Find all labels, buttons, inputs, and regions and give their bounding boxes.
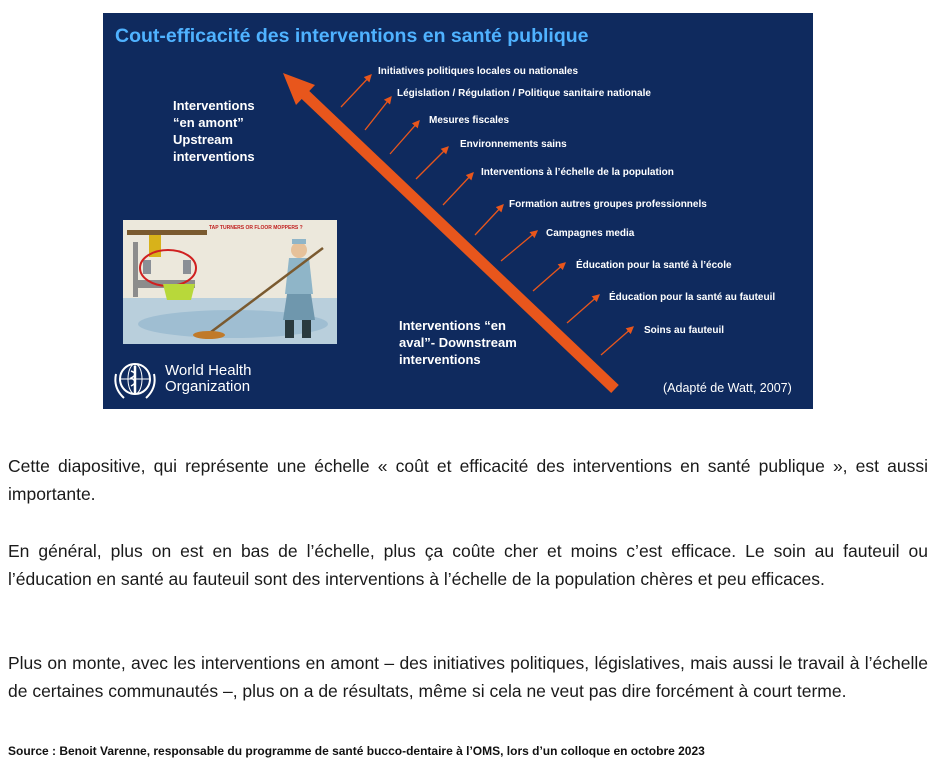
who-name: World Health Organization (165, 362, 252, 395)
mopper-figure (285, 258, 313, 294)
ladder-item: Initiatives politiques locales ou nationales (378, 66, 579, 77)
ladder-item: Éducation pour la santé à l’école (576, 260, 732, 271)
ladder-item: Formation autres groupes professionnels (509, 199, 707, 210)
bucket-icon (163, 284, 195, 300)
paragraph-2: En général, plus on est en bas de l’échelle, plus ça coûte cher et moins c’est efficace. Le soin au fauteuil ou l’éducation en santé au fauteuil sont des interventions à l’échelle de la population chères et peu efficaces. (8, 541, 928, 589)
ladder-item: Interventions à l’échelle de la population (481, 167, 674, 178)
upstream-label: Interventions “en amont” Upstream interventions (173, 98, 255, 164)
paragraph-1: Cette diapositive, qui représente une échelle « coût et efficacité des interventions en santé publique », est aussi importante. (8, 456, 928, 504)
ladder-item: Législation / Régulation / Politique sanitaire nationale (397, 88, 651, 99)
who-emblem-icon (110, 354, 160, 404)
mopper-cartoon (123, 220, 337, 344)
slide (103, 13, 813, 409)
ladder-item: Éducation pour la santé au fauteuil (609, 292, 776, 303)
slide-title: Cout-efficacité des interventions en santé publique (115, 25, 589, 47)
tap-icon (143, 260, 151, 274)
tap-icon (183, 260, 191, 274)
svg-text:TAP TURNERS OR FLOOR MOPPERS ?: TAP TURNERS OR FLOOR MOPPERS ? (209, 225, 303, 231)
ladder-item: Mesures fiscales (429, 115, 510, 126)
paragraph-3: Plus on monte, avec les interventions en amont – des initiatives politiques, législatives, mais aussi le travail à l’échelle de certaines communautés –, plus on a de résultats, même si cela ne veut pas dire forcément à court terme. (8, 653, 928, 701)
ladder-item: Soins au fauteuil (644, 325, 725, 336)
attribution: (Adapté de Watt, 2007) (663, 381, 792, 395)
ladder-item: Campagnes media (546, 228, 635, 239)
mop-head (193, 331, 225, 339)
source-line: Source : Benoit Varenne, responsable du programme de santé bucco-dentaire à l’OMS, lors d’un colloque en octobre 2023 (8, 744, 705, 758)
ladder-item: Environnements sains (460, 139, 567, 150)
downstream-label: Interventions “en aval”- Downstream interventions (399, 318, 517, 367)
